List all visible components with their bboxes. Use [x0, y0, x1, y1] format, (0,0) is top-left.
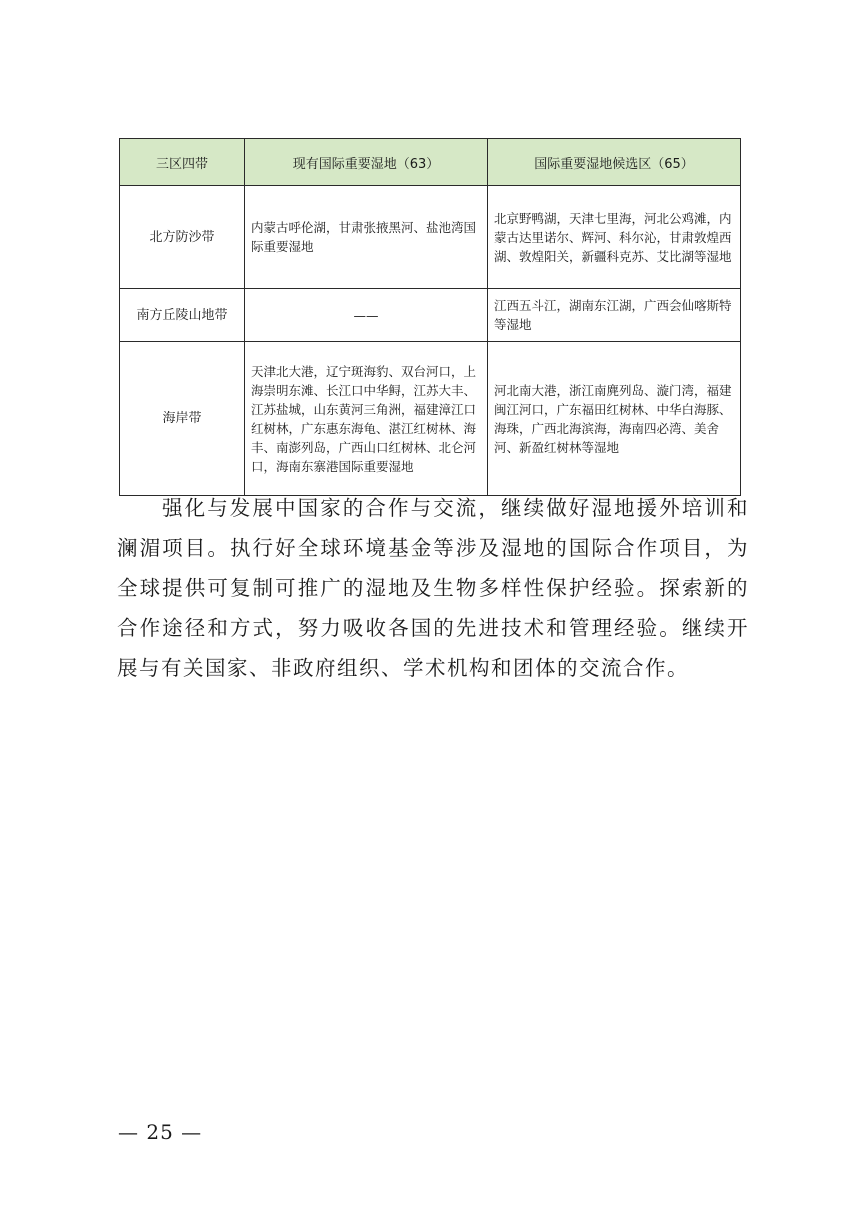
region-cell: 南方丘陵山地带 [120, 289, 245, 342]
table-row [120, 186, 741, 289]
wetland-table [119, 138, 741, 496]
header-existing-wetlands: 现有国际重要湿地（63） [245, 139, 488, 186]
table-row [120, 289, 741, 342]
region-cell: 海岸带 [120, 342, 245, 496]
candidate-cell: 北京野鸭湖，天津七里海，河北公鸡滩，内蒙古达里诺尔、辉河、科尔沁，甘肃敦煌西湖、敦煌阳关，新疆科克苏、艾比湖等湿地 [488, 186, 741, 289]
existing-cell: 内蒙古呼伦湖，甘肃张掖黑河、盐池湾国际重要湿地 [245, 186, 488, 289]
candidate-cell: 河北南大港，浙江南麂列岛、漩门湾，福建闽江河口，广东福田红树林、中华白海豚、海珠，广西北海滨海，海南四必湾、美舍河、新盈红树林等湿地 [488, 342, 741, 496]
header-region: 三区四带 [120, 139, 245, 186]
region-cell: 北方防沙带 [120, 186, 245, 289]
existing-cell: —— [245, 289, 488, 342]
candidate-cell: 江西五斗江，湖南东江湖，广西会仙喀斯特等湿地 [488, 289, 741, 342]
existing-cell: 天津北大港，辽宁斑海豹、双台河口，上海崇明东滩、长江口中华鲟，江苏大丰、江苏盐城，山东黄河三角洲，福建漳江口红树林，广东惠东海龟、湛江红树林、海丰、南澎列岛，广西山口红树林、北仑河口，海南东寨港国际重要湿地 [245, 342, 488, 496]
table-header-row [120, 139, 741, 186]
header-candidate-wetlands: 国际重要湿地候选区（65） [488, 139, 741, 186]
page-number: — 25 — [118, 1120, 203, 1144]
table-row [120, 342, 741, 496]
body-paragraph: 强化与发展中国家的合作与交流，继续做好湿地援外培训和澜湄项目。执行好全球环境基金等涉及湿地的国际合作项目，为全球提供可复制可推广的湿地及生物多样性保护经验。探索新的合作途径和方式，努力吸收各国的先进技术和管理经验。继续开展与有关国家、非政府组织、学术机构和团体的交流合作。 [117, 496, 749, 680]
